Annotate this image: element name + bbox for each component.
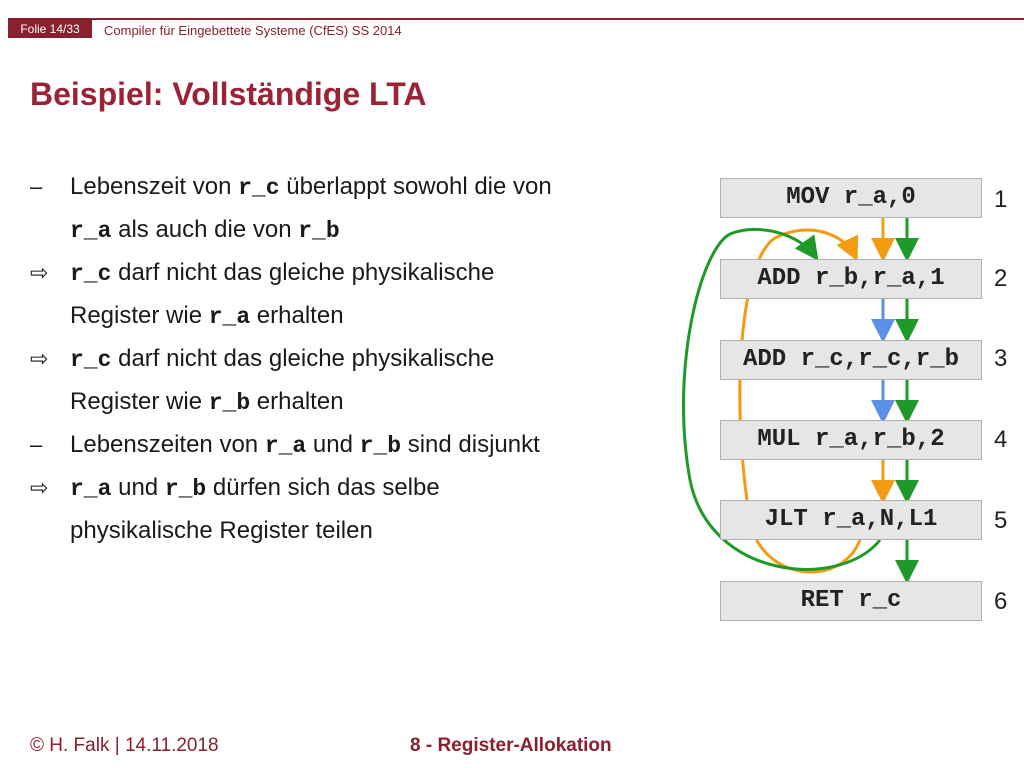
line-number: 3 xyxy=(994,345,1008,372)
text: darf nicht das gleiche physikalische xyxy=(111,345,495,372)
code: r_b xyxy=(359,433,402,459)
code: r_a xyxy=(70,476,112,502)
text: als auch die von xyxy=(111,216,299,243)
bullet-line xyxy=(30,510,670,551)
bullet-line xyxy=(30,166,670,209)
text: Lebenszeiten von xyxy=(70,431,265,458)
course-title: Compiler für Eingebettete Systeme (CfES) SS 2014 xyxy=(104,23,402,38)
bullet-line xyxy=(30,338,670,381)
line-number: 4 xyxy=(994,426,1008,453)
text: und xyxy=(111,474,165,501)
text: überlappt sowohl die von xyxy=(279,173,552,200)
dash-marker: – xyxy=(30,174,43,199)
code: r_b xyxy=(298,218,340,244)
code: r_c xyxy=(70,261,112,287)
text: Register wie xyxy=(70,388,209,415)
instruction-box: MUL r_a,r_b,2 xyxy=(720,420,982,460)
bullet-line xyxy=(30,209,670,252)
code: r_c xyxy=(238,175,280,201)
instruction-box: MOV r_a,0 xyxy=(720,178,982,218)
text: Lebenszeit von xyxy=(70,173,239,200)
code: r_b xyxy=(208,390,251,416)
code: r_a xyxy=(264,433,307,459)
instruction-box: JLT r_a,N,L1 xyxy=(720,500,982,540)
bullet-line xyxy=(30,467,670,510)
instruction-box: ADD r_b,r_a,1 xyxy=(720,259,982,299)
footer-author: © H. Falk | 14.11.2018 xyxy=(30,735,219,756)
code: r_b xyxy=(164,476,207,502)
code: r_a xyxy=(70,218,112,244)
bullet-list xyxy=(30,166,670,551)
instruction-box: RET r_c xyxy=(720,581,982,621)
line-number: 2 xyxy=(994,265,1008,292)
text: erhalten xyxy=(250,302,344,329)
arrow-right-icon: ⇨ xyxy=(30,475,49,500)
text: physikalische Register teilen xyxy=(70,517,373,544)
arrow-right-icon: ⇨ xyxy=(30,346,49,371)
arrow-right-icon: ⇨ xyxy=(30,260,49,285)
text: darf nicht das gleiche physikalische xyxy=(111,259,495,286)
bullet-line xyxy=(30,381,670,424)
bullet-line xyxy=(30,424,670,467)
text: Register wie xyxy=(70,302,209,329)
footer-chapter: 8 - Register-Allokation xyxy=(410,735,612,756)
header-rule xyxy=(8,18,1024,20)
line-number: 6 xyxy=(994,588,1008,615)
line-number: 1 xyxy=(994,186,1008,213)
bullet-line xyxy=(30,252,670,295)
code: r_a xyxy=(208,304,251,330)
line-number: 5 xyxy=(994,507,1008,534)
text: sind disjunkt xyxy=(401,431,540,458)
text: und xyxy=(306,431,360,458)
code: r_c xyxy=(70,347,112,373)
instruction-box: ADD r_c,r_c,r_b xyxy=(720,340,982,380)
dash-marker: – xyxy=(30,432,43,457)
slide-title: Beispiel: Vollständige LTA xyxy=(30,76,427,112)
bullet-line xyxy=(30,295,670,338)
slide-number-badge: Folie 14/33 xyxy=(8,20,92,38)
text: erhalten xyxy=(250,388,344,415)
text: dürfen sich das selbe xyxy=(206,474,440,501)
